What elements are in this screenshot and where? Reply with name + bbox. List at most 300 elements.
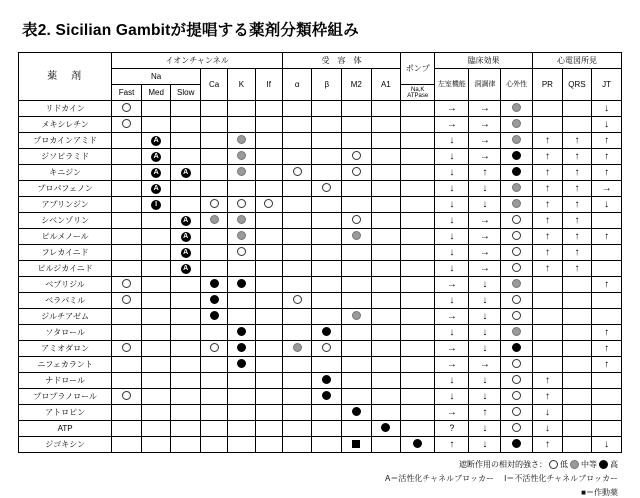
arrow-up-icon: ↑ [574, 198, 580, 210]
cell- [282, 165, 312, 181]
header-group-clinical: 臨床効果 [435, 53, 533, 69]
arrow-down-icon: ↓ [449, 182, 455, 194]
table-row [19, 389, 622, 405]
cell- [435, 229, 469, 245]
block-mid-icon [512, 135, 521, 144]
cell-k [228, 293, 255, 309]
table-row [19, 373, 622, 389]
cell-qrs [562, 357, 592, 373]
cell-fast [112, 149, 142, 165]
block-high-icon [381, 423, 390, 432]
cell-nakatpase [401, 181, 435, 197]
cell- [435, 197, 469, 213]
cell-pr [533, 389, 563, 405]
activated-blocker-icon: A [151, 152, 161, 162]
cell-fast [112, 373, 142, 389]
cell-qrs [562, 373, 592, 389]
cell-k [228, 373, 255, 389]
arrow-up-icon: ↑ [482, 406, 488, 418]
cell- [501, 149, 533, 165]
cell- [501, 389, 533, 405]
arrow-up-icon: ↑ [544, 262, 550, 274]
cell-ca [200, 421, 227, 437]
table-row [19, 437, 622, 453]
cell-if [255, 277, 282, 293]
block-low-icon [237, 247, 246, 256]
header-extracardiac: 心外性 [501, 69, 533, 101]
arrow-up-icon: ↑ [544, 438, 550, 450]
cell-jt [592, 181, 622, 197]
arrow-down-icon: ↓ [482, 198, 488, 210]
block-low-icon [512, 247, 521, 256]
cell-k [228, 277, 255, 293]
cell-if [255, 133, 282, 149]
cell-med [141, 101, 171, 117]
cell-fast [112, 245, 142, 261]
cell-nakatpase [401, 309, 435, 325]
cell- [312, 101, 342, 117]
arrow-right-icon: → [479, 150, 490, 162]
cell-med [141, 245, 171, 261]
cell-pr [533, 133, 563, 149]
arrow-down-icon: ↓ [482, 294, 488, 306]
cell-k [228, 181, 255, 197]
cell-pr [533, 197, 563, 213]
arrow-right-icon: → [446, 342, 457, 354]
cell-jt [592, 133, 622, 149]
cell-k [228, 341, 255, 357]
block-high-icon [237, 327, 246, 336]
cell- [501, 181, 533, 197]
cell-if [255, 437, 282, 453]
cell- [469, 117, 501, 133]
cell-pr [533, 165, 563, 181]
arrow-right-icon: → [479, 230, 490, 242]
cell-a1 [371, 437, 401, 453]
cell-k [228, 245, 255, 261]
cell-jt [592, 213, 622, 229]
header-alpha: α [282, 69, 312, 101]
cell- [435, 357, 469, 373]
cell-ca [200, 357, 227, 373]
arrow-down-icon: ↓ [604, 438, 610, 450]
cell-m2 [342, 117, 372, 133]
block-low-icon [352, 167, 361, 176]
block-high-icon [210, 311, 219, 320]
cell-slow [171, 437, 201, 453]
cell-m2 [342, 101, 372, 117]
cell-m2 [342, 261, 372, 277]
arrow-up-icon: ↑ [544, 374, 550, 386]
block-high-icon [512, 151, 521, 160]
activated-blocker-icon: A [151, 136, 161, 146]
block-high-icon [413, 439, 422, 448]
drug-name: リドカイン [19, 101, 112, 117]
cell-med [141, 181, 171, 197]
cell- [312, 197, 342, 213]
arrow-down-icon: ↓ [482, 278, 488, 290]
cell- [501, 309, 533, 325]
cell- [282, 357, 312, 373]
cell- [282, 373, 312, 389]
block-low-icon [293, 167, 302, 176]
block-mid-icon [237, 167, 246, 176]
cell-fast [112, 277, 142, 293]
cell-fast [112, 101, 142, 117]
cell-k [228, 117, 255, 133]
cell- [501, 229, 533, 245]
cell-jt [592, 309, 622, 325]
cell- [282, 133, 312, 149]
cell-jt [592, 229, 622, 245]
cell-k [228, 149, 255, 165]
cell-fast [112, 357, 142, 373]
cell-qrs [562, 101, 592, 117]
cell-qrs [562, 421, 592, 437]
cell-pr [533, 117, 563, 133]
legend-line-1 [18, 459, 622, 471]
cell- [501, 341, 533, 357]
table-row [19, 133, 622, 149]
cell-jt [592, 341, 622, 357]
cell-slow [171, 293, 201, 309]
cell-a1 [371, 261, 401, 277]
cell-slow [171, 213, 201, 229]
cell-fast [112, 405, 142, 421]
legend-high-label: 高 [610, 460, 618, 469]
block-low-icon [352, 215, 361, 224]
cell- [435, 149, 469, 165]
cell-qrs [562, 341, 592, 357]
cell-if [255, 197, 282, 213]
block-low-icon [237, 199, 246, 208]
activated-blocker-icon: A [181, 216, 191, 226]
drug-name: アトロピン [19, 405, 112, 421]
cell- [282, 325, 312, 341]
header-drug-col: 薬 剤 [19, 53, 112, 101]
table-row [19, 181, 622, 197]
cell- [312, 373, 342, 389]
arrow-down-icon: ↓ [449, 134, 455, 146]
cell-jt [592, 421, 622, 437]
cell-ca [200, 389, 227, 405]
cell-pr [533, 421, 563, 437]
arrow-up-icon: ↑ [604, 278, 610, 290]
arrow-down-icon: ↓ [482, 374, 488, 386]
cell-nakatpase [401, 437, 435, 453]
cell-fast [112, 117, 142, 133]
cell- [312, 149, 342, 165]
cell-a1 [371, 341, 401, 357]
block-low-icon [210, 343, 219, 352]
cell-jt [592, 293, 622, 309]
cell- [312, 325, 342, 341]
cell-a1 [371, 389, 401, 405]
cell-k [228, 405, 255, 421]
cell- [469, 421, 501, 437]
cell-m2 [342, 437, 372, 453]
arrow-right-icon: → [446, 310, 457, 322]
cell- [469, 213, 501, 229]
header-m2: M2 [342, 69, 372, 101]
cell-if [255, 165, 282, 181]
block-low-icon [512, 391, 521, 400]
block-mid-icon [512, 183, 521, 192]
cell-m2 [342, 357, 372, 373]
cell- [469, 149, 501, 165]
cell-med [141, 117, 171, 133]
arrow-down-icon: ↓ [482, 438, 488, 450]
cell-a1 [371, 229, 401, 245]
cell- [282, 245, 312, 261]
cell-pr [533, 277, 563, 293]
cell-ca [200, 405, 227, 421]
block-mid-icon [210, 215, 219, 224]
cell-med [141, 341, 171, 357]
cell-pr [533, 149, 563, 165]
cell-nakatpase [401, 165, 435, 181]
cell- [435, 101, 469, 117]
cell- [435, 181, 469, 197]
cell-fast [112, 213, 142, 229]
drug-name: プロパフェノン [19, 181, 112, 197]
cell-m2 [342, 293, 372, 309]
cell- [312, 133, 342, 149]
cell-m2 [342, 389, 372, 405]
cell- [435, 245, 469, 261]
table-row [19, 245, 622, 261]
drug-name: ピルジカイニド [19, 261, 112, 277]
cell-if [255, 149, 282, 165]
cell-nakatpase [401, 389, 435, 405]
cell- [501, 133, 533, 149]
cell-jt [592, 101, 622, 117]
cell- [312, 405, 342, 421]
cell-fast [112, 341, 142, 357]
cell-qrs [562, 309, 592, 325]
block-low-icon [512, 231, 521, 240]
cell- [435, 309, 469, 325]
arrow-up-icon: ↑ [604, 358, 610, 370]
cell- [312, 341, 342, 357]
table-header [19, 53, 622, 101]
header-na-slow: Slow [171, 85, 201, 101]
arrow-down-icon: ↓ [449, 166, 455, 178]
cell-k [228, 229, 255, 245]
cell-pr [533, 405, 563, 421]
cell- [282, 117, 312, 133]
page-title: 表2. Sicilian Gambitが提唱する薬剤分類枠組み [22, 22, 359, 39]
arrow-up-icon: ↑ [604, 150, 610, 162]
cell-nakatpase [401, 293, 435, 309]
drug-name: シベンゾリン [19, 213, 112, 229]
cell-nakatpase [401, 373, 435, 389]
cell-a1 [371, 117, 401, 133]
block-low-icon [210, 199, 219, 208]
cell-if [255, 261, 282, 277]
header-na-med: Med [141, 85, 171, 101]
arrow-up-icon: ↑ [544, 182, 550, 194]
cell- [282, 101, 312, 117]
cell-med [141, 357, 171, 373]
cell-m2 [342, 325, 372, 341]
arrow-right-icon: → [446, 118, 457, 130]
arrow-up-icon: ↑ [449, 438, 455, 450]
header-group-ecg: 心電図所見 [533, 53, 622, 69]
arrow-down-icon: ↓ [449, 230, 455, 242]
cell-a1 [371, 245, 401, 261]
drug-name: プロプラノロール [19, 389, 112, 405]
cell-qrs [562, 405, 592, 421]
cell-m2 [342, 213, 372, 229]
legend-mid-label: 中等 [581, 460, 597, 469]
cell-k [228, 261, 255, 277]
arrow-up-icon: ↑ [544, 390, 550, 402]
activated-blocker-icon: A [181, 232, 191, 242]
cell-a1 [371, 325, 401, 341]
header-pr: PR [533, 69, 563, 101]
drug-classification-table [18, 52, 622, 453]
cell-k [228, 357, 255, 373]
cell-m2 [342, 133, 372, 149]
cell-slow [171, 133, 201, 149]
cell-slow [171, 373, 201, 389]
cell-if [255, 309, 282, 325]
cell- [469, 293, 501, 309]
arrow-up-icon: ↑ [544, 166, 550, 178]
block-high-icon [237, 359, 246, 368]
legend-low-label: 低 [560, 460, 568, 469]
cell- [312, 309, 342, 325]
activated-blocker-icon: A [181, 168, 191, 178]
arrow-up-icon: ↑ [544, 198, 550, 210]
header-group-receptor: 受 容 体 [282, 53, 400, 69]
cell-a1 [371, 101, 401, 117]
arrow-down-icon: ↓ [482, 326, 488, 338]
cell-ca [200, 325, 227, 341]
cell-k [228, 325, 255, 341]
cell-qrs [562, 229, 592, 245]
drug-name: アプリンジン [19, 197, 112, 213]
cell-med [141, 437, 171, 453]
cell-jt [592, 357, 622, 373]
block-low-icon [122, 343, 131, 352]
block-low-icon [512, 375, 521, 384]
cell- [469, 245, 501, 261]
cell-ca [200, 341, 227, 357]
cell- [312, 357, 342, 373]
cell-if [255, 181, 282, 197]
table-row [19, 197, 622, 213]
block-low-icon [512, 407, 521, 416]
arrow-up-icon: ↑ [544, 134, 550, 146]
cell- [282, 389, 312, 405]
cell-qrs [562, 261, 592, 277]
arrow-up-icon: ↑ [574, 166, 580, 178]
cell-med [141, 213, 171, 229]
drug-name: ジルチアゼム [19, 309, 112, 325]
cell-if [255, 341, 282, 357]
cell-k [228, 197, 255, 213]
cell-ca [200, 293, 227, 309]
agonist-icon [352, 440, 360, 448]
arrow-right-icon: → [479, 262, 490, 274]
cell-med [141, 197, 171, 213]
cell-pr [533, 213, 563, 229]
cell-qrs [562, 181, 592, 197]
cell-slow [171, 149, 201, 165]
cell- [435, 277, 469, 293]
cell- [435, 293, 469, 309]
table-row [19, 309, 622, 325]
header-a1: A1 [371, 69, 401, 101]
cell- [469, 389, 501, 405]
block-low-icon [512, 215, 521, 224]
block-mid-icon [512, 199, 521, 208]
cell-ca [200, 437, 227, 453]
arrow-right-icon: → [446, 278, 457, 290]
cell- [312, 229, 342, 245]
cell- [469, 101, 501, 117]
cell-slow [171, 261, 201, 277]
cell-qrs [562, 277, 592, 293]
cell- [435, 389, 469, 405]
arrow-right-icon: → [479, 246, 490, 258]
cell-fast [112, 309, 142, 325]
block-mid-icon [512, 119, 521, 128]
cell-if [255, 421, 282, 437]
cell-pr [533, 293, 563, 309]
cell- [469, 405, 501, 421]
cell-slow [171, 389, 201, 405]
cell-nakatpase [401, 421, 435, 437]
cell-pr [533, 325, 563, 341]
arrow-down-icon: ↓ [449, 294, 455, 306]
arrow-up-icon: ↑ [574, 214, 580, 226]
block-high-icon [512, 439, 521, 448]
cell-nakatpase [401, 325, 435, 341]
header-lv-function: 左室機能 [435, 69, 469, 101]
inactivated-blocker-icon: I [151, 200, 161, 210]
cell-pr [533, 245, 563, 261]
cell-if [255, 405, 282, 421]
cell-med [141, 149, 171, 165]
cell- [469, 357, 501, 373]
cell-pr [533, 229, 563, 245]
cell-if [255, 229, 282, 245]
unknown-marker: ? [449, 423, 455, 433]
cell-if [255, 293, 282, 309]
cell-med [141, 165, 171, 181]
cell-m2 [342, 149, 372, 165]
cell- [469, 373, 501, 389]
cell- [501, 437, 533, 453]
cell-a1 [371, 149, 401, 165]
cell- [282, 213, 312, 229]
cell-m2 [342, 229, 372, 245]
arrow-down-icon: ↓ [449, 262, 455, 274]
block-high-icon [512, 343, 521, 352]
drug-name: ナドロール [19, 373, 112, 389]
cell- [282, 229, 312, 245]
cell-fast [112, 165, 142, 181]
cell-pr [533, 101, 563, 117]
cell- [501, 197, 533, 213]
drug-name: アミオダロン [19, 341, 112, 357]
cell-k [228, 213, 255, 229]
cell-jt [592, 437, 622, 453]
legend-high-icon [599, 460, 608, 469]
